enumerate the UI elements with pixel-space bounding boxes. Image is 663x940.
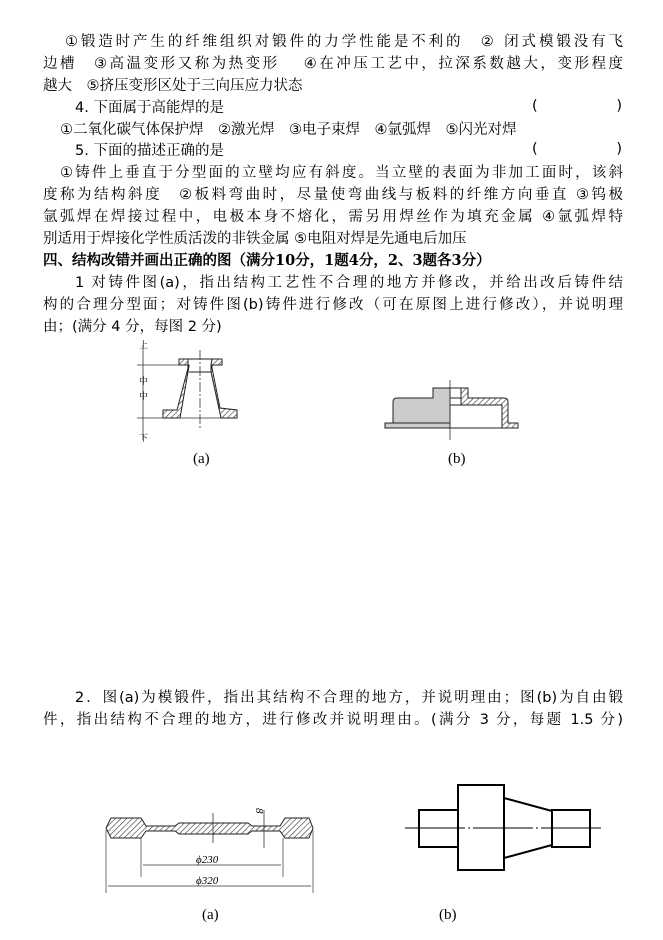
label-mid1: 中 bbox=[139, 377, 149, 387]
paren-open: ( bbox=[532, 141, 538, 157]
dim-230: ϕ230 bbox=[196, 854, 219, 866]
label-top: 上 bbox=[139, 341, 149, 351]
q3-options-line1: ①锻造时产生的纤维组织对锻件的力学性能是不利的 ② 闭式模锻没有飞 bbox=[65, 34, 623, 50]
p2-line2: 件，指出结构不合理的地方，进行修改并说明理由。(满分 3 分，每题 1.5 分) bbox=[43, 712, 623, 728]
caption-2b: (b) bbox=[439, 907, 457, 923]
caption-1b: (b) bbox=[448, 451, 466, 467]
q5-stem: 5. 下面的描述正确的是 bbox=[75, 143, 224, 159]
section-title: 四、结构改错并画出正确的图（满分10分，1题4分，2、3题各3分） bbox=[43, 252, 491, 269]
q4-stem: 4. 下面属于高能焊的是 bbox=[75, 100, 224, 116]
q5-line1: ①铸件上垂直于分型面的立壁均应有斜度。当立壁的表面为非加工面时，该斜 bbox=[60, 165, 623, 181]
caption-2a: (a) bbox=[202, 907, 219, 923]
q4-options: ①二氧化碳气体保护焊 ②激光焊 ③电子束焊 ④氩弧焊 ⑤闪光对焊 bbox=[60, 122, 517, 138]
q5-line3: 氩弧焊在焊接过程中，电极本身不熔化，需另用焊丝作为填充金属 ④氩弧焊特 bbox=[43, 209, 623, 225]
p1-line3: 由；(满分 4 分，每图 2 分) bbox=[43, 319, 222, 335]
casting-figure-b bbox=[385, 380, 518, 440]
label-mid2: 中 bbox=[139, 392, 149, 402]
paren-close: ) bbox=[616, 141, 622, 157]
dim-8: 8 bbox=[253, 808, 265, 814]
p1-line2: 构的合理分型面；对铸件图(b)铸件进行修改（可在原图上进行修改），并说明理 bbox=[43, 297, 623, 313]
label-bottom: 下 bbox=[139, 434, 149, 444]
forging-figure-b bbox=[405, 785, 602, 870]
q3-options-line3: 越大 ⑤挤压变形区处于三向压应力状态 bbox=[43, 78, 303, 94]
q5-line4: 别适用于焊接化学性质活泼的非铁金属 ⑤电阻对焊是先通电后加压 bbox=[43, 231, 467, 247]
p1-line1: 1 对铸件图(a)，指出结构工艺性不合理的地方并修改，并给出改后铸件结 bbox=[75, 275, 623, 291]
p2-line1: 2．图(a)为模锻件，指出其结构不合理的地方，并说明理由；图(b)为自由锻 bbox=[75, 690, 623, 706]
forging-figure-a bbox=[106, 808, 313, 893]
caption-1a: (a) bbox=[193, 451, 210, 467]
paren-close: ) bbox=[616, 98, 622, 114]
q5-line2: 度称为结构斜度 ②板料弯曲时，尽量使弯曲线与板料的纤维方向垂直 ③钨极 bbox=[43, 187, 623, 203]
dim-320: ϕ320 bbox=[196, 875, 219, 887]
paren-open: ( bbox=[532, 98, 538, 114]
q3-options-line2: 边槽 ③高温变形又称为热变形 ④在冲压工艺中，拉深系数越大，变形程度 bbox=[43, 56, 623, 72]
casting-figure-a bbox=[137, 339, 237, 444]
